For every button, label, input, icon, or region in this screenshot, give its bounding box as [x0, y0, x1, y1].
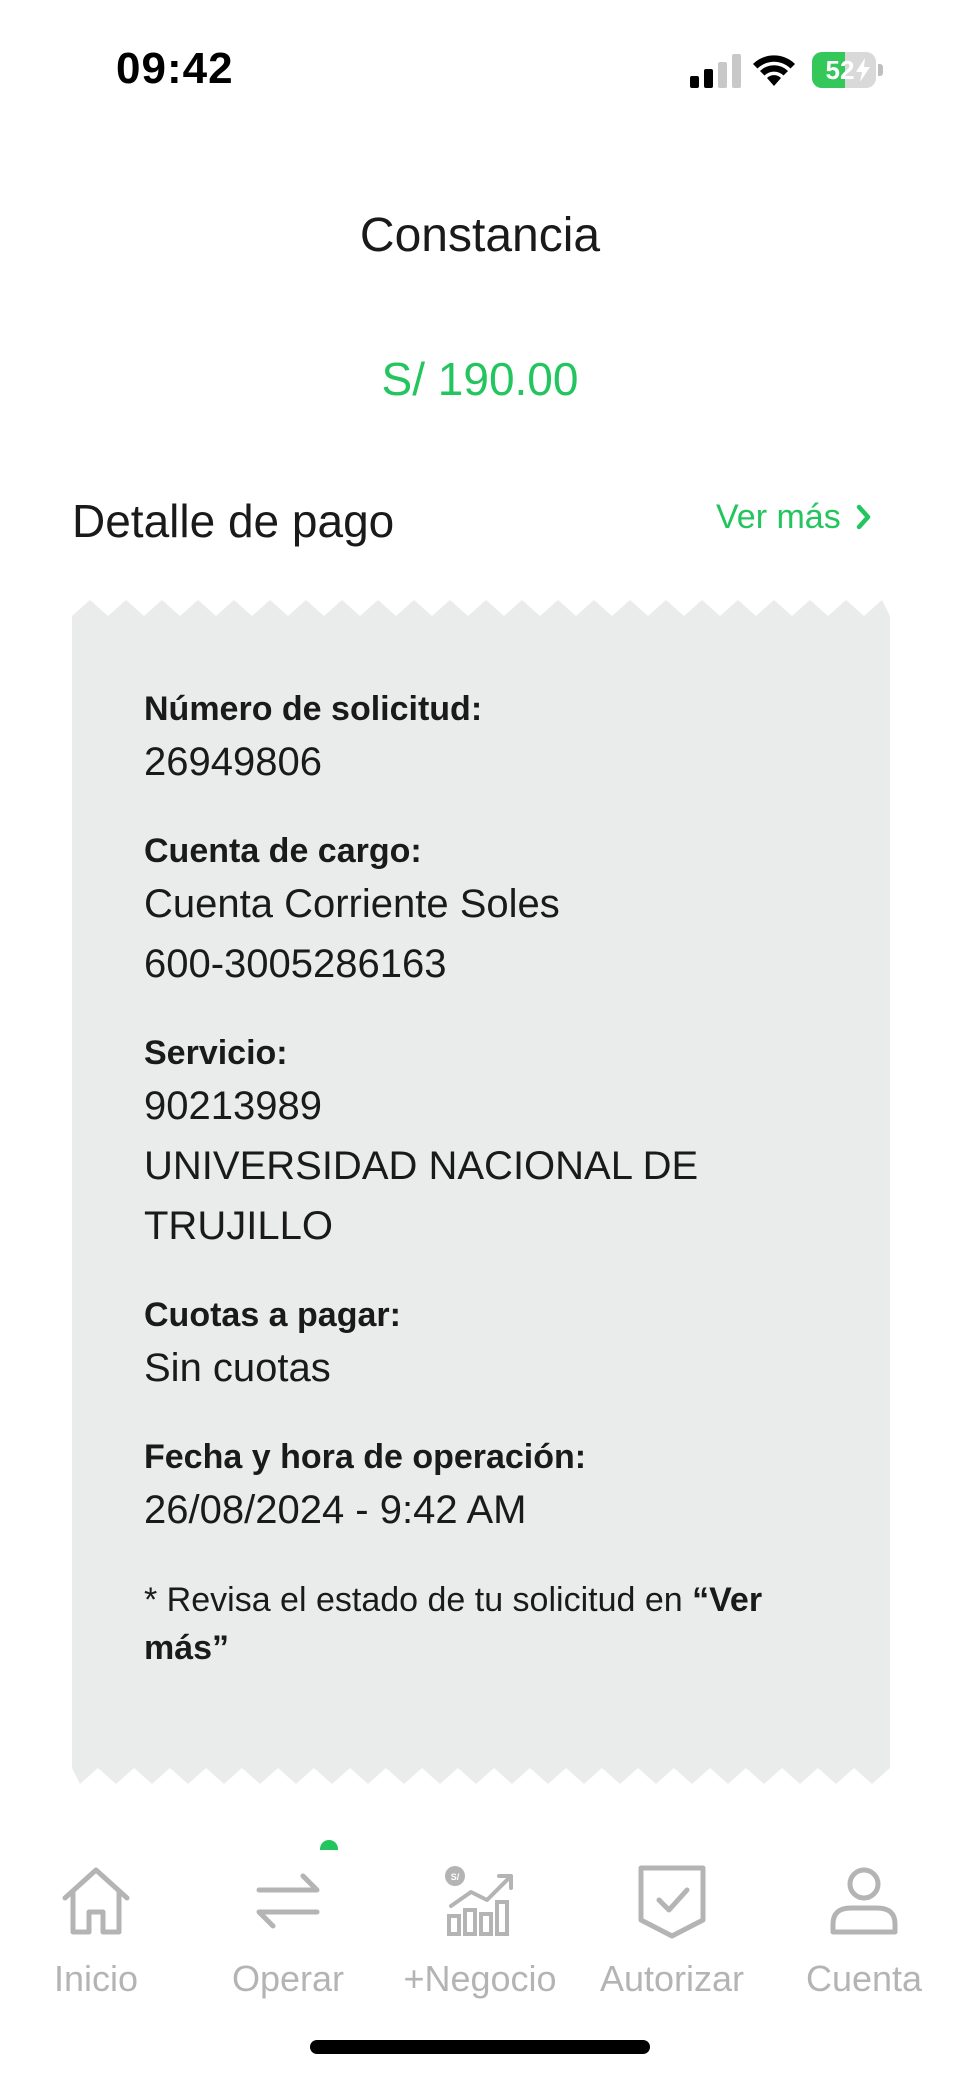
field-request-number — [144, 686, 824, 792]
nav-label: Inicio — [53, 1958, 139, 1999]
receipt-card — [72, 600, 890, 1784]
charging-bolt-icon — [854, 58, 872, 82]
field-operation-datetime — [144, 1434, 824, 1540]
chevron-right-icon — [855, 503, 873, 531]
field-value: 26/08/2024 - 9:42 AM — [144, 1488, 527, 1532]
field-label: Cuenta de cargo: — [144, 832, 422, 870]
section-title: Detalle de pago — [72, 495, 395, 547]
nav-item-autorizar[interactable] — [576, 1862, 768, 2000]
bottom-nav — [0, 1848, 960, 2008]
ver-mas-label: Ver más — [716, 497, 841, 536]
status-bar — [0, 0, 960, 140]
shield-check-icon — [633, 1862, 711, 1940]
ver-mas-link[interactable] — [716, 494, 873, 540]
payment-amount: S/ 190.00 — [381, 353, 579, 405]
battery-tip — [878, 64, 883, 76]
nav-label: Cuenta — [805, 1958, 923, 1999]
field-label: Fecha y hora de operación: — [144, 1438, 587, 1476]
receipt-content — [144, 686, 824, 1672]
field-service — [144, 1030, 824, 1256]
field-value: 600-3005286163 — [144, 942, 447, 986]
nav-label: +Negocio — [403, 1958, 557, 1999]
field-value: 90213989 — [144, 1084, 322, 1128]
battery-body — [812, 52, 876, 88]
transfer-arrows-icon — [249, 1862, 327, 1940]
note-text: * Revisa el estado de tu solicitud en — [144, 1581, 693, 1619]
status-time: 09:42 — [116, 44, 234, 93]
field-label: Cuotas a pagar: — [144, 1296, 401, 1334]
field-label: Número de solicitud: — [144, 690, 483, 728]
field-label: Servicio: — [144, 1034, 288, 1072]
home-indicator — [310, 2040, 650, 2054]
note-highlight: “Ver más” — [144, 1581, 763, 1667]
home-icon — [57, 1862, 135, 1940]
status-note — [144, 1576, 824, 1672]
nav-label: Autorizar — [599, 1958, 745, 1999]
nav-label: Operar — [231, 1958, 345, 1999]
cellular-signal-icon — [690, 54, 742, 88]
user-icon — [825, 1862, 903, 1940]
field-charge-account — [144, 828, 824, 994]
wifi-icon — [752, 52, 796, 88]
field-value: Cuenta Corriente Soles — [144, 882, 560, 926]
battery-percent: 52 — [825, 55, 855, 85]
nav-item-negocio[interactable] — [384, 1862, 576, 2000]
battery-indicator — [812, 52, 884, 88]
field-value: 26949806 — [144, 740, 322, 784]
field-value: TRUJILLO — [144, 1204, 333, 1248]
field-value: Sin cuotas — [144, 1346, 331, 1390]
nav-item-inicio[interactable] — [0, 1862, 192, 2000]
svg-text:S/: S/ — [450, 1872, 460, 1882]
nav-item-cuenta[interactable] — [768, 1862, 960, 2000]
nav-item-operar[interactable] — [192, 1862, 384, 2000]
page-title: Constancia — [359, 209, 601, 262]
field-value: UNIVERSIDAD NACIONAL DE — [144, 1144, 699, 1188]
field-installments — [144, 1292, 824, 1398]
business-growth-icon — [441, 1862, 519, 1940]
